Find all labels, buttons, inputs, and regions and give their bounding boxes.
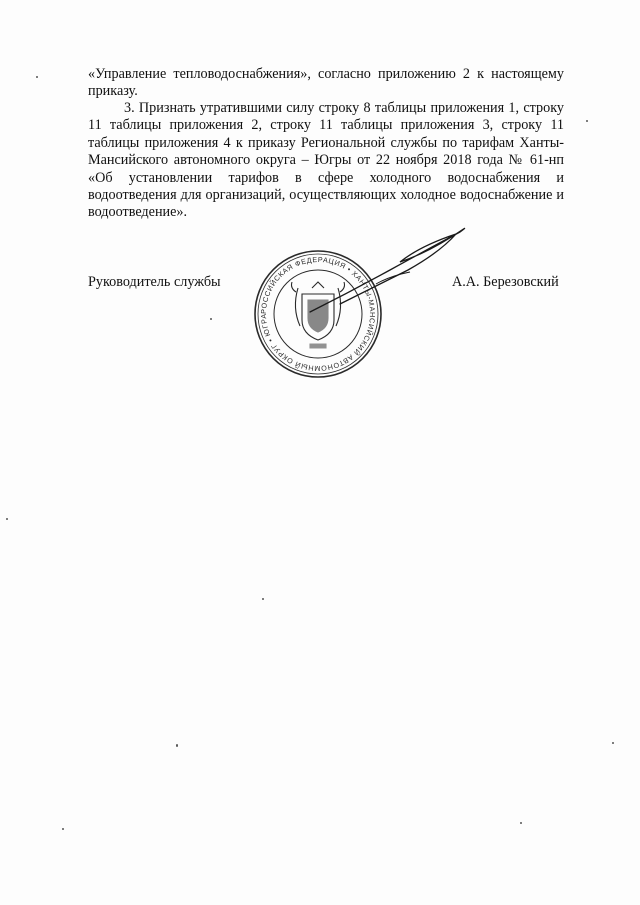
- scan-speck: [612, 742, 614, 744]
- scan-speck: [62, 828, 64, 830]
- handwritten-signature: [280, 212, 480, 322]
- signatory-name: А.А. Березовский: [452, 274, 559, 290]
- scan-speck: [520, 822, 522, 824]
- signatory-role: Руководитель службы: [88, 274, 221, 290]
- scan-speck: [262, 598, 264, 600]
- scan-speck: [36, 76, 38, 78]
- scan-speck: [210, 318, 212, 320]
- paragraph-continuation: «Управление тепловодоснабжения», согласно приложению 2 к настоящему приказу.: [88, 66, 564, 100]
- scan-speck: [6, 518, 8, 520]
- paragraph-item-3: 3. Признать утратившими силу строку 8 таблицы приложения 1, строку 11 таблицы приложения 2, строку 11 таблицы приложения 3, строку 11 таблицы приложения 4 к приказу Региональной службы по тарифам Ханты-Мансийского автономного округа – Югры от 22 ноября 2018 года № 61-нп «Об установлении тарифов в сфере холодного водоснабжения и водоотведения для организаций, осуществляющих холодное водоснабжение и водоотведение».: [88, 100, 564, 221]
- scan-speck: [586, 120, 588, 122]
- scan-speck: [176, 744, 178, 747]
- seal-text: РОССИЙСКАЯ ФЕДЕРАЦИЯ • ХАНТЫ-МАНСИЙСКИЙ АВТОНОМНЫЙ ОКРУГ • ЮГРА: [258, 254, 378, 374]
